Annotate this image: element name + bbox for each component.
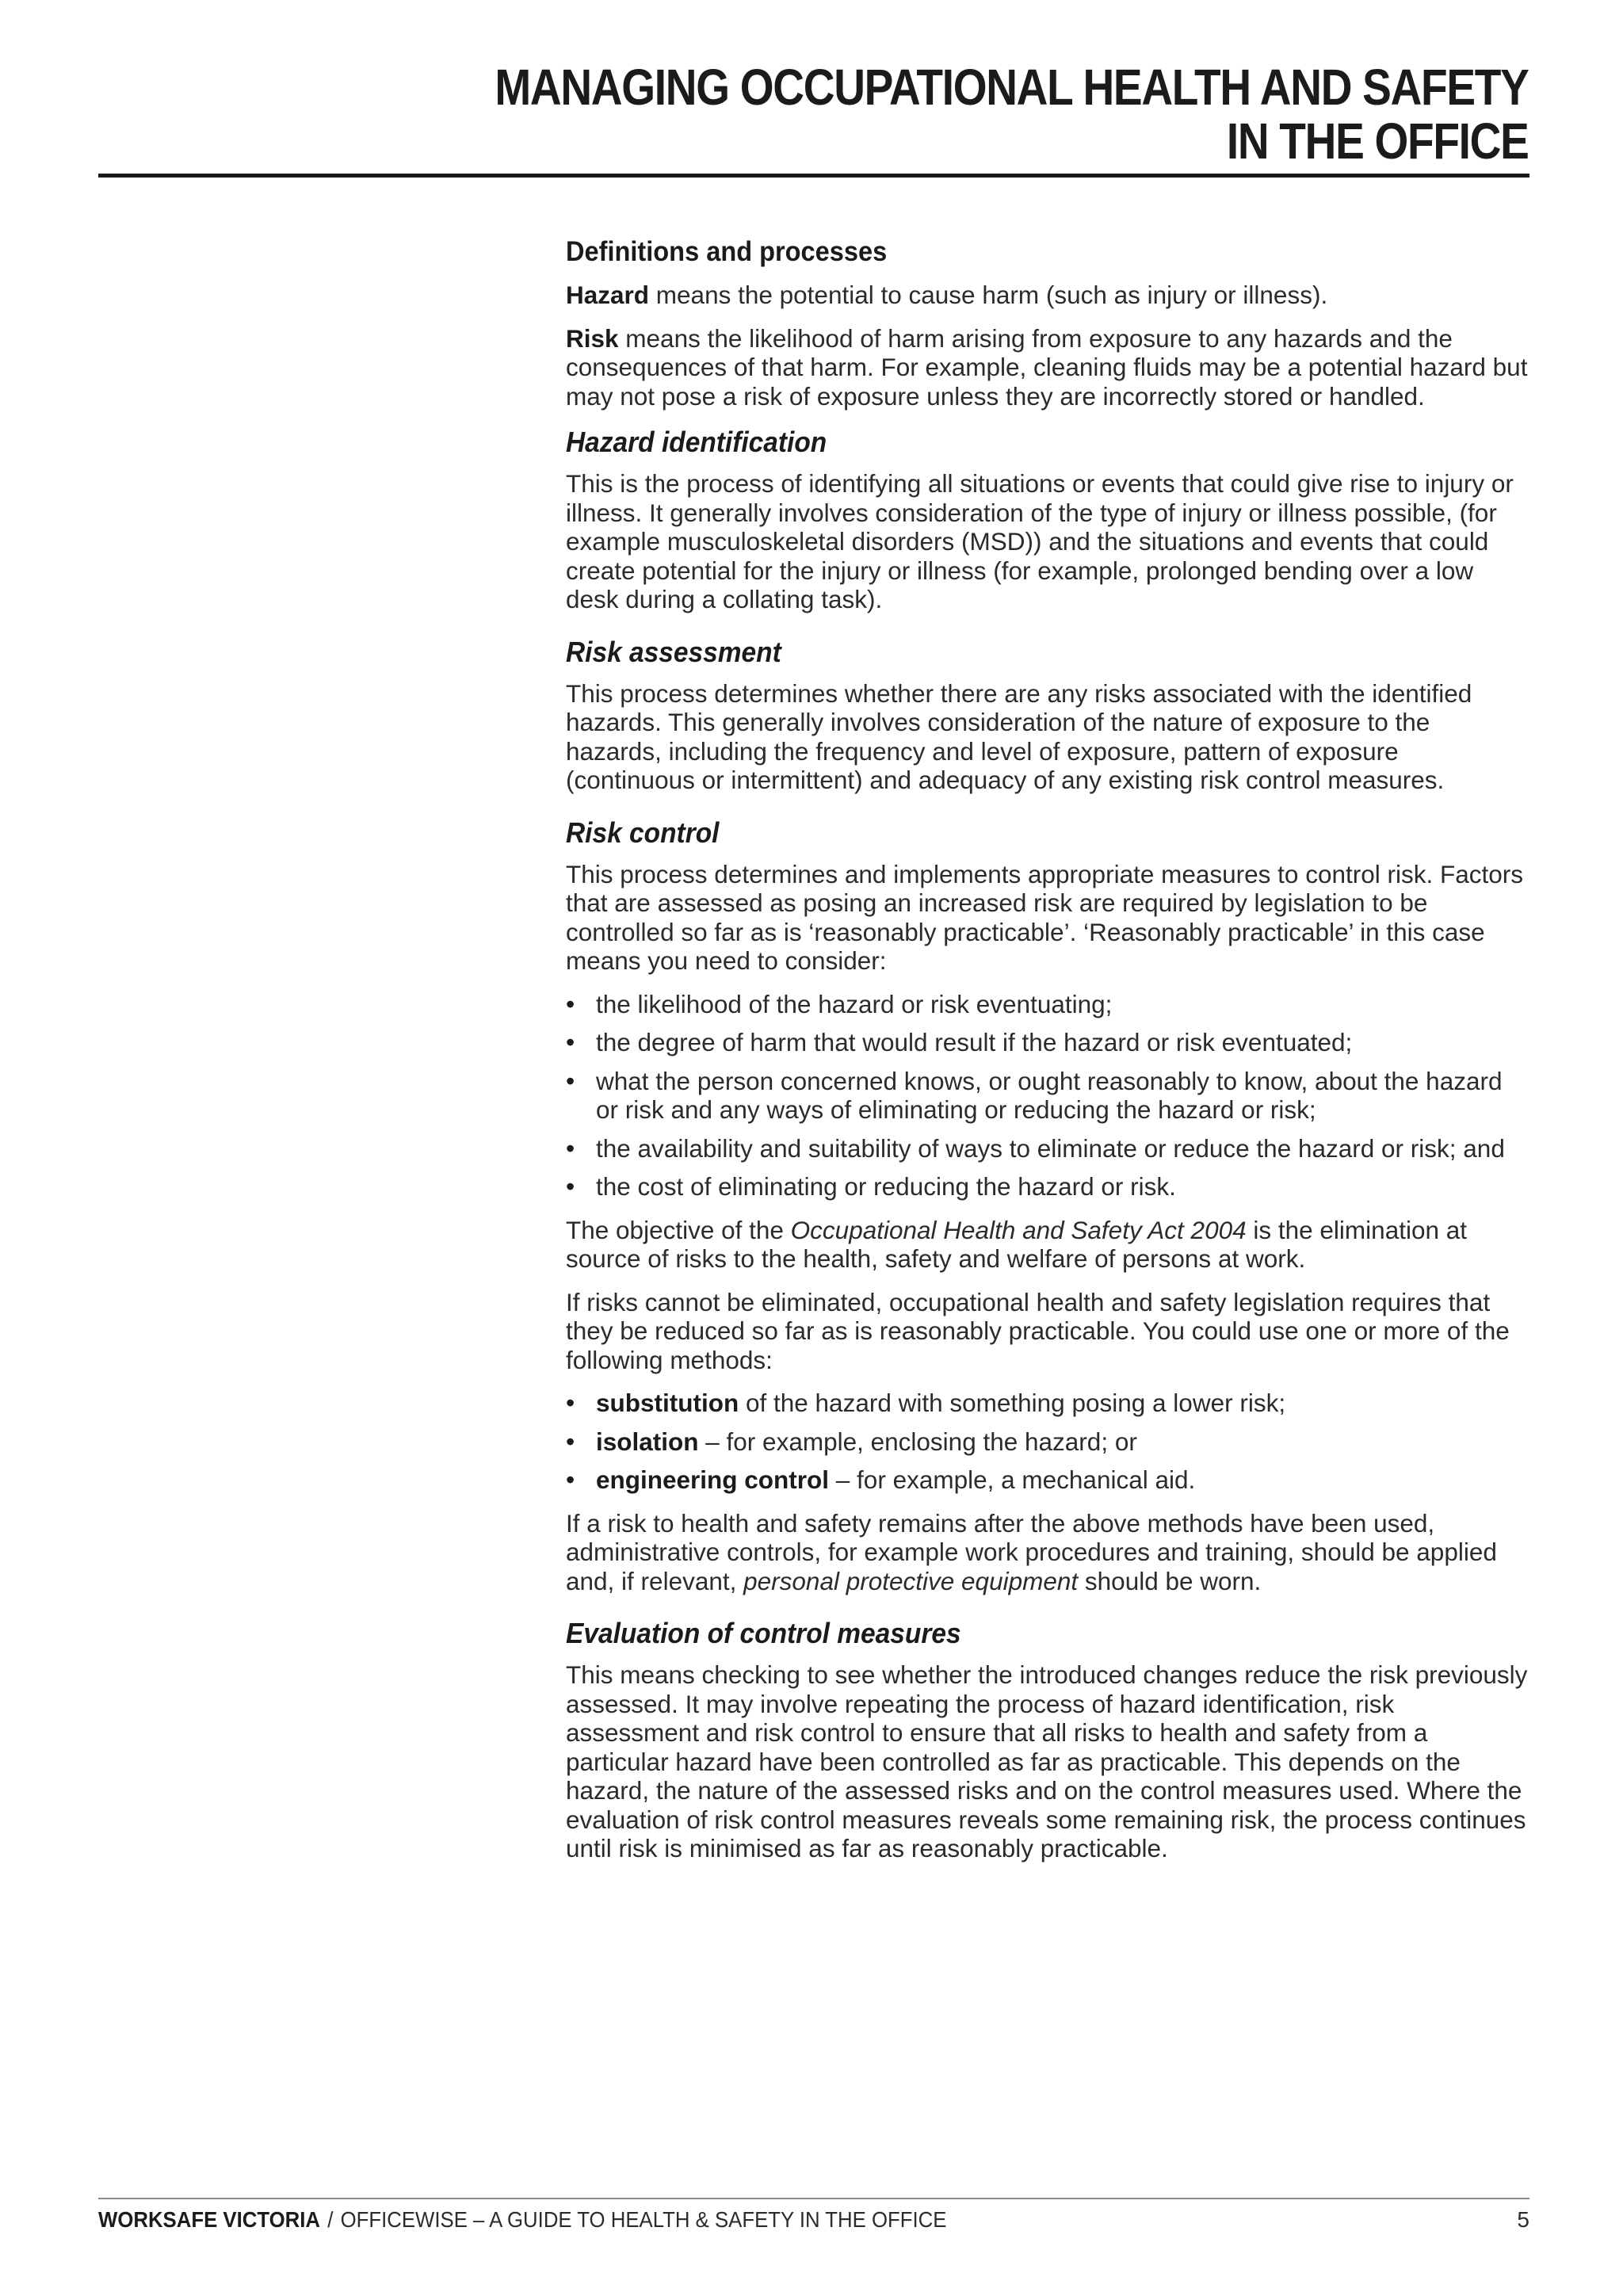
list-item (566, 1427, 1529, 1457)
footer-rule (98, 2198, 1529, 2199)
page-title-line-2: IN THE OFFICE (1227, 113, 1529, 170)
act-objective-pre: The objective of the (566, 1215, 791, 1244)
risk-assessment-text: This process determines whether there are any risks associated with the identified hazards. This generally involves consideration of the nature of exposure to the hazards, including the frequency and level of exposure, pattern of exposure (continuous or intermittent) and adequacy of any existing risk control measures. (566, 678, 1472, 794)
considerations-list (566, 990, 1529, 1201)
section-heading: Definitions and processes (566, 236, 888, 267)
evaluation-text: This means checking to see whether the introduced changes reduce the risk previously assessed. It may involve repeating the process of hazard identification, risk assessment and risk control to ensure that all risks to health and safety from a particular hazard have been controlled as far as practicable. This depends on the hazard, the nature of the assessed risks and on the control measures used. Where the evaluation of risk control measures reveals some remaining risk, the process continues until risk is minimised as far as reasonably practicable. (566, 1660, 1528, 1862)
hazard-definition (566, 281, 1529, 310)
risk-assessment-heading: Risk assessment (566, 635, 781, 668)
page-title (495, 60, 1529, 168)
page-number: 5 (1517, 2207, 1529, 2232)
evaluation-heading: Evaluation of control measures (566, 1617, 961, 1649)
list-item: • the availability and suitability of ways to eliminate or reduce the hazard or risk; and (566, 1134, 1529, 1163)
act-title: Occupational Health and Safety Act 2004 (790, 1215, 1247, 1244)
risk-term: Risk (566, 323, 619, 353)
method-text: – for example, enclosing the hazard; or (698, 1427, 1137, 1456)
list-item (566, 1465, 1529, 1495)
method-term: isolation (596, 1427, 699, 1456)
risk-control-heading: Risk control (566, 816, 720, 849)
hazard-identification-heading: Hazard identification (566, 426, 827, 458)
list-item (566, 1389, 1529, 1418)
main-content (566, 236, 1529, 1878)
page-title-line-1: MANAGING OCCUPATIONAL HEALTH AND SAFETY (495, 59, 1529, 116)
method-term: substitution (596, 1389, 739, 1417)
list-item: • what the person concerned knows, or ought reasonably to know, about the hazard or risk and any ways of eliminating or reducing the hazard or risk; (566, 1067, 1529, 1125)
admin-post: should be worn. (1078, 1566, 1262, 1595)
method-text: of the hazard with something posing a lower risk; (739, 1389, 1286, 1417)
act-objective-post: is the elimination at source of risks to the health, safety and welfare of persons at work. (566, 1215, 1468, 1273)
hazard-identification-text: This is the process of identifying all situations or events that could give rise to injury or illness. It generally involves consideration of the type of injury or illness possible, (for example musculoskeletal disorders (MSD)) and the situations and events that could create potential for the injury or illness (for example, prolonged bending over a low desk during a collating task). (566, 469, 1514, 613)
title-rule (98, 174, 1529, 178)
act-objective (566, 1216, 1529, 1274)
footer-publication-line (98, 2204, 946, 2236)
risk-definition-text: means the likelihood of harm arising from exposure to any hazards and the consequences of that harm. For example, cleaning fluids may be a potential hazard but may not pose a risk of exposure unless they are incorrectly stored or handled. (566, 323, 1528, 411)
methods-list (566, 1389, 1529, 1495)
method-text: – for example, a mechanical aid. (829, 1465, 1196, 1494)
page-footer (98, 2204, 1529, 2236)
admin-pre: If a risk to health and safety remains after the above methods have been used, administrative controls, for example work procedures and training, should be applied and, if relevant, (566, 1508, 1497, 1595)
footer-organisation: WORKSAFE VICTORIA (98, 2207, 321, 2232)
list-item: • the cost of eliminating or reducing the hazard or risk. (566, 1172, 1529, 1201)
list-item: • the degree of harm that would result if the hazard or risk eventuated; (566, 1028, 1529, 1057)
methods-intro: If risks cannot be eliminated, occupational health and safety legislation requires that they be reduced so far as is reasonably practicable. You could use one or more of the following methods: (566, 1287, 1510, 1374)
footer-publication: OFFICEWISE – A GUIDE TO HEALTH & SAFETY IN THE OFFICE (340, 2207, 947, 2232)
ppe-term: personal protective equipment (743, 1566, 1079, 1595)
risk-control-intro: This process determines and implements appropriate measures to control risk. Factors that are assessed as posing an increased risk are required by legislation to be controlled so far as is ‘reasonably practicable’. ‘Reasonably practicable’ in this case means you need to consider: (566, 859, 1523, 975)
method-term: engineering control (596, 1465, 830, 1494)
administrative-controls (566, 1509, 1529, 1596)
hazard-definition-text: means the potential to cause harm (such as injury or illness). (649, 281, 1328, 309)
footer-separator: / (327, 2207, 334, 2232)
hazard-term: Hazard (566, 281, 650, 309)
list-item: • the likelihood of the hazard or risk eventuating; (566, 990, 1529, 1019)
risk-definition (566, 324, 1529, 411)
